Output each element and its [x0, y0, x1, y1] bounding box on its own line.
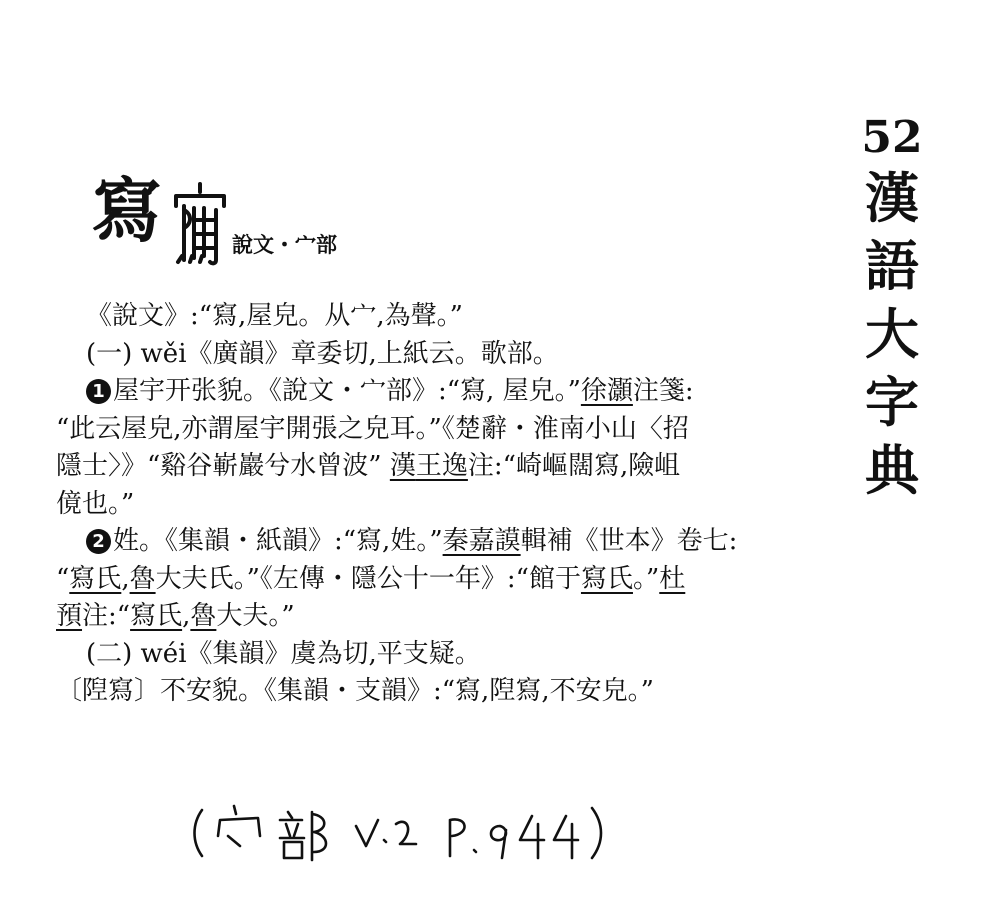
volume-number: 52: [861, 112, 923, 163]
name-underline: 寫氏: [580, 563, 633, 594]
handwritten-note-icon: [188, 796, 608, 866]
name-underline: 魯: [129, 563, 156, 594]
entry-line-4: “此云屋皃,亦謂屋宇開張之皃耳。”《楚辭・淮南小山〈招: [56, 413, 689, 444]
entry-line-5: 隱士〉》“谿谷嶄巖兮水曾波” 漢王逸注:“崎嶇闊寫,險岨: [56, 451, 681, 481]
name-underline: 杜: [659, 563, 686, 594]
seal-script-glyph-icon: [170, 180, 230, 266]
sense-number-1-icon: 1: [86, 379, 111, 404]
entry-line-2: (一) wěi《廣韻》章委切,上紙云。歌部。: [86, 338, 559, 369]
entry-line-7: 2 姓。《集韻・紙韻》:“寫,姓。”秦嘉謨輯補《世本》卷七:: [56, 523, 826, 561]
name-underline: 寫氏: [69, 563, 122, 594]
entry-line-9: 預注:“寫氏,魯大夫。”: [56, 601, 295, 631]
headword: 寫: [92, 169, 160, 252]
name-underline: 徐灝: [580, 376, 633, 406]
entry-line-8: “寫氏,魯大夫氏。”《左傳・隱公十一年》:“館于寫氏。”杜: [56, 563, 686, 594]
entry-line-6: 傹也。”: [56, 488, 135, 519]
source-tag: 說文・宀部: [232, 232, 337, 257]
volume-mark: [852, 112, 932, 504]
name-underline: 秦嘉謨: [442, 526, 521, 556]
entry-line-1: 《說文》:“寫,屋皃。从宀,為聲。”: [86, 301, 463, 331]
entry-line-11: 〔隉寫〕不安貌。《集韻・支韻》:“寫,隉寫,不安皃。”: [56, 676, 654, 706]
dictionary-title: 漢語大字典: [865, 166, 919, 502]
name-underline: 王逸: [415, 451, 468, 481]
name-underline: 魯: [190, 601, 217, 631]
entry-line-10: (二) wéi《集韻》虞為切,平支疑。: [86, 638, 481, 669]
sense-number-2-icon: 2: [86, 529, 111, 554]
entry-line-3: 1 屋宇开张貌。《說文・宀部》:“寫, 屋皃。”徐灝注箋:: [56, 373, 826, 411]
name-underline: 寫氏: [130, 601, 183, 631]
dictionary-entry: [56, 298, 826, 711]
name-underline: 漢: [389, 451, 416, 481]
name-underline: 預: [56, 601, 83, 631]
